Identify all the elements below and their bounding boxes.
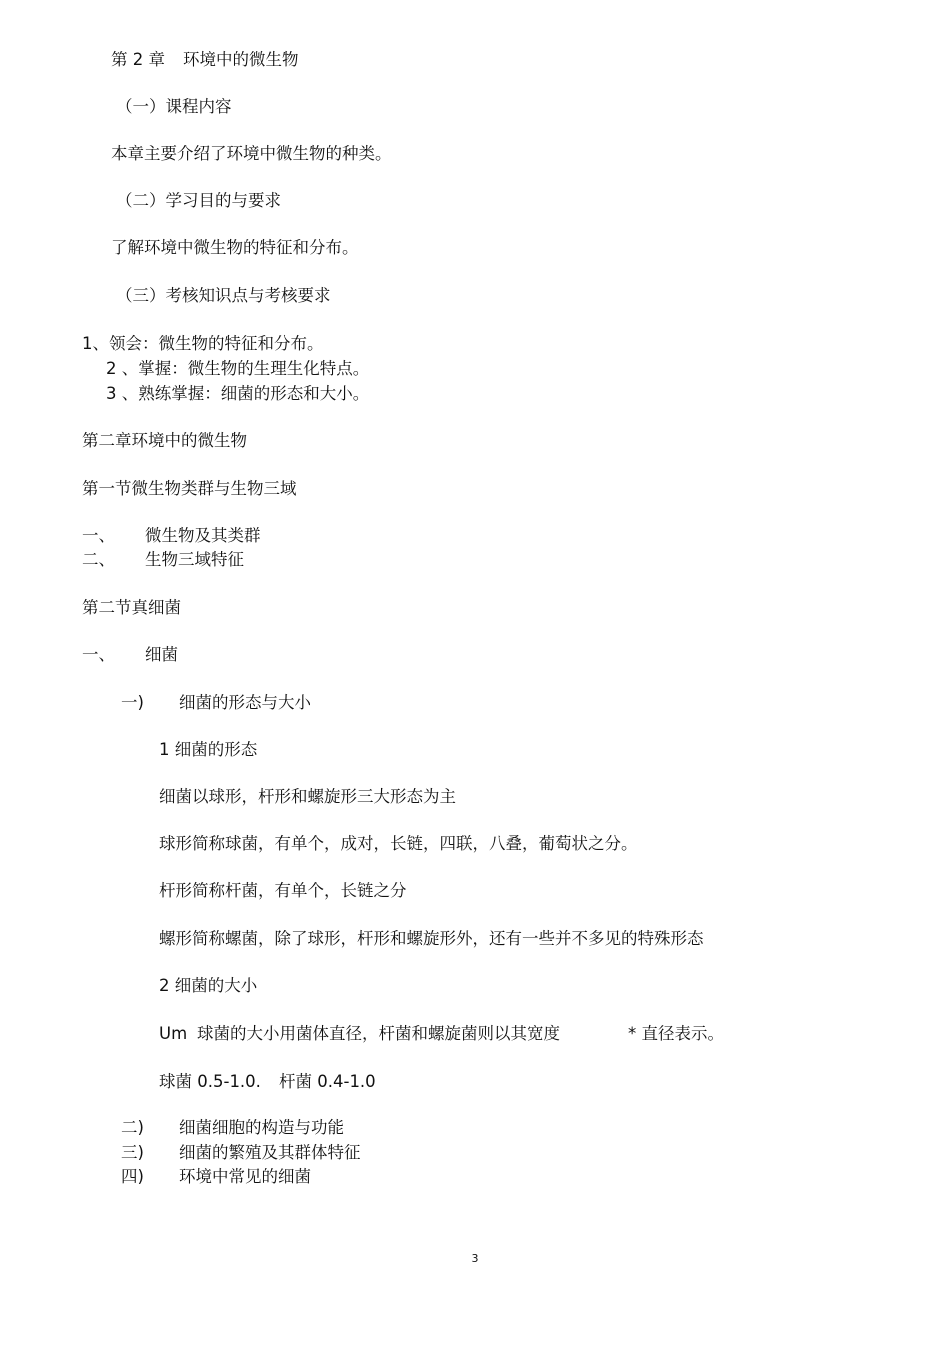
- size-description: 球菌的大小用菌体直径，杆菌和螺旋菌则以其宽度: [197, 1024, 560, 1043]
- list-text: 微生物及其类群: [145, 526, 261, 545]
- goals-text: 了解环境中微生物的特征和分布。: [111, 238, 359, 257]
- list-number: 二): [121, 1118, 144, 1137]
- section-heading-goals: （二）学习目的与要求: [116, 191, 281, 210]
- bacteria-size-text: [159, 1024, 724, 1044]
- bacteria-shape-text: 球形简称球菌，有单个，成对，长链，四联，八叠，葡萄状之分。: [159, 834, 638, 853]
- cocci-size: 球菌 0.5-1.0.: [159, 1072, 261, 1091]
- list-text: 生物三域特征: [145, 550, 244, 569]
- bacteria-shape-heading: 1 细菌的形态: [159, 740, 258, 759]
- list-number: 一): [121, 693, 144, 712]
- outline-section-title: 第二节真细菌: [82, 598, 181, 617]
- list-text: 细菌的形态与大小: [179, 693, 311, 712]
- list-number: 三): [121, 1143, 144, 1162]
- bacilli-size: 杆菌 0.4-1.0: [279, 1072, 376, 1091]
- list-number: 二、: [82, 550, 115, 569]
- bacteria-shape-text: 螺形简称螺菌，除了球形，杆形和螺旋形外，还有一些并不多见的特殊形态: [159, 929, 704, 948]
- outline-list-item: [82, 645, 178, 665]
- list-number: 四): [121, 1167, 144, 1186]
- chapter-title: [111, 50, 299, 70]
- course-content-text: 本章主要介绍了环境中微生物的种类。: [111, 144, 392, 163]
- bacteria-shape-text: 杆形简称杆菌，有单个，长链之分: [159, 881, 407, 900]
- list-text: 细菌: [145, 645, 178, 664]
- page-number: 3: [471, 1252, 479, 1265]
- unit-prefix: Um: [159, 1024, 188, 1043]
- bacteria-size-values: [159, 1072, 376, 1092]
- outline-section-title: 第一节微生物类群与生物三域: [82, 479, 297, 498]
- bacteria-size-heading: 2 细菌的大小: [159, 976, 258, 995]
- bacteria-shape-text: 细菌以球形，杆形和螺旋形三大形态为主: [159, 787, 456, 806]
- assessment-item: 2 、掌握：微生物的生理生化特点。: [106, 359, 370, 378]
- size-suffix: * 直径表示。: [628, 1024, 724, 1043]
- outline-list-item: [82, 526, 261, 546]
- outline-sub-item: [121, 1167, 311, 1187]
- section-heading-assessment: （三）考核知识点与考核要求: [116, 286, 331, 305]
- chapter-name: 环境中的微生物: [183, 50, 299, 69]
- assessment-item: 3 、熟练掌握：细菌的形态和大小。: [106, 384, 370, 403]
- section-heading-course-content: （一）课程内容: [116, 97, 232, 116]
- outline-sub-item: [121, 693, 311, 713]
- outline-list-item: [82, 550, 244, 570]
- chapter-number: 第 2 章: [111, 50, 165, 69]
- outline-chapter-title: 第二章环境中的微生物: [82, 431, 247, 450]
- outline-sub-item: [121, 1143, 361, 1163]
- list-number: 一、: [82, 645, 115, 664]
- outline-sub-item: [121, 1118, 344, 1138]
- list-number: 一、: [82, 526, 115, 545]
- list-text: 细菌的繁殖及其群体特征: [179, 1143, 361, 1162]
- assessment-item: 1、领会：微生物的特征和分布。: [82, 334, 324, 353]
- list-text: 环境中常见的细菌: [179, 1167, 311, 1186]
- list-text: 细菌细胞的构造与功能: [179, 1118, 344, 1137]
